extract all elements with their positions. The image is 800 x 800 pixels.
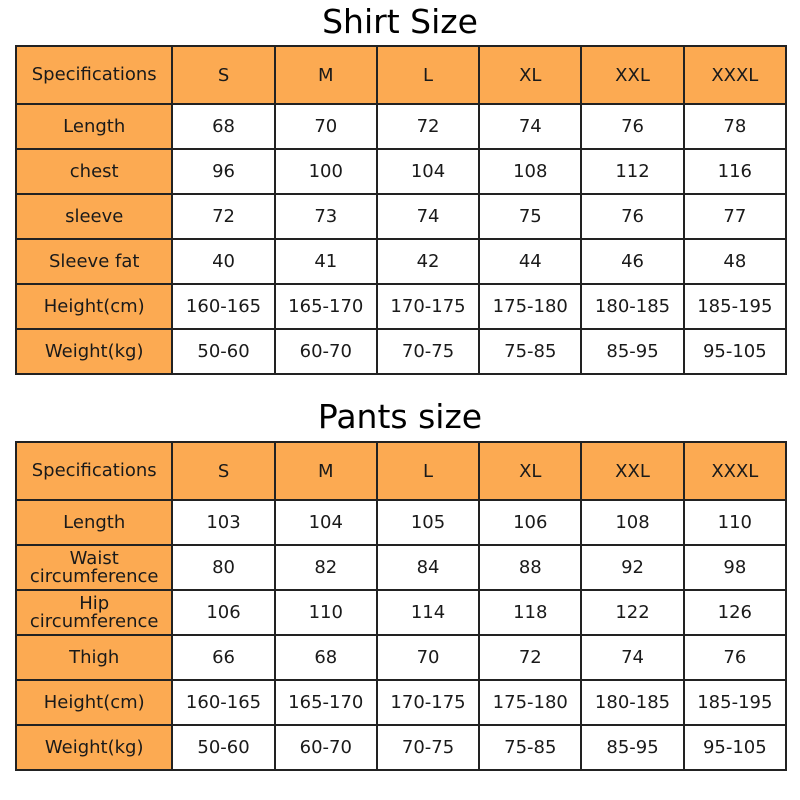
table-cell: 60-70	[275, 329, 377, 374]
table-cell: 76	[581, 104, 683, 149]
table-cell: 92	[581, 545, 683, 590]
shirt-size-table	[15, 45, 787, 375]
table-cell: 88	[479, 545, 581, 590]
table-cell: 185-195	[684, 284, 786, 329]
table-row	[16, 329, 786, 374]
table-cell: 48	[684, 239, 786, 284]
table-cell: 70-75	[377, 329, 479, 374]
table-cell: 108	[581, 500, 683, 545]
table-cell: 74	[581, 635, 683, 680]
size-header-l: L	[377, 442, 479, 500]
table-cell: 170-175	[377, 680, 479, 725]
table-row	[16, 284, 786, 329]
table-cell: 160-165	[172, 680, 274, 725]
size-header-m: M	[275, 442, 377, 500]
size-header-s: S	[172, 46, 274, 104]
table-cell: 85-95	[581, 329, 683, 374]
table-cell: 70	[377, 635, 479, 680]
row-label: Sleeve fat	[16, 239, 172, 284]
table-row	[16, 545, 786, 590]
table-cell: 98	[684, 545, 786, 590]
table-cell: 74	[377, 194, 479, 239]
table-cell: 60-70	[275, 725, 377, 770]
pants-table-body	[16, 442, 786, 770]
row-label: Length	[16, 500, 172, 545]
table-cell: 80	[172, 545, 274, 590]
table-cell: 160-165	[172, 284, 274, 329]
table-cell: 75	[479, 194, 581, 239]
size-header-xxxl: XXXL	[684, 46, 786, 104]
table-cell: 175-180	[479, 284, 581, 329]
size-header-xxl: XXL	[581, 46, 683, 104]
table-cell: 70	[275, 104, 377, 149]
table-cell: 100	[275, 149, 377, 194]
table-cell: 72	[377, 104, 479, 149]
table-cell: 77	[684, 194, 786, 239]
table-cell: 103	[172, 500, 274, 545]
table-cell: 75-85	[479, 725, 581, 770]
table-row	[16, 590, 786, 635]
table-cell: 112	[581, 149, 683, 194]
table-cell: 68	[275, 635, 377, 680]
table-cell: 180-185	[581, 284, 683, 329]
table-cell: 106	[172, 590, 274, 635]
table-cell: 104	[377, 149, 479, 194]
table-cell: 50-60	[172, 329, 274, 374]
table-cell: 68	[172, 104, 274, 149]
table-cell: 122	[581, 590, 683, 635]
table-cell: 96	[172, 149, 274, 194]
table-cell: 40	[172, 239, 274, 284]
row-label: Length	[16, 104, 172, 149]
table-row	[16, 194, 786, 239]
table-cell: 95-105	[684, 725, 786, 770]
table-cell: 74	[479, 104, 581, 149]
table-cell: 104	[275, 500, 377, 545]
table-cell: 114	[377, 590, 479, 635]
table-cell: 170-175	[377, 284, 479, 329]
row-label: sleeve	[16, 194, 172, 239]
pants-header-row	[16, 442, 786, 500]
table-row	[16, 149, 786, 194]
row-label: chest	[16, 149, 172, 194]
table-cell: 50-60	[172, 725, 274, 770]
table-row	[16, 725, 786, 770]
table-cell: 76	[581, 194, 683, 239]
table-cell: 165-170	[275, 680, 377, 725]
shirt-size-title: Shirt Size	[322, 2, 478, 41]
table-row	[16, 680, 786, 725]
table-cell: 110	[275, 590, 377, 635]
table-row	[16, 635, 786, 680]
table-cell: 75-85	[479, 329, 581, 374]
shirt-header-row	[16, 46, 786, 104]
table-cell: 185-195	[684, 680, 786, 725]
row-label: Hip circumference	[16, 590, 172, 635]
table-cell: 76	[684, 635, 786, 680]
row-label: Waist circumference	[16, 545, 172, 590]
table-cell: 116	[684, 149, 786, 194]
table-cell: 73	[275, 194, 377, 239]
row-label: Weight(kg)	[16, 329, 172, 374]
table-cell: 82	[275, 545, 377, 590]
table-cell: 175-180	[479, 680, 581, 725]
table-cell: 106	[479, 500, 581, 545]
table-cell: 42	[377, 239, 479, 284]
table-cell: 72	[479, 635, 581, 680]
table-cell: 84	[377, 545, 479, 590]
table-cell: 165-170	[275, 284, 377, 329]
pants-size-table	[15, 441, 787, 771]
table-row	[16, 500, 786, 545]
row-label: Thigh	[16, 635, 172, 680]
table-cell: 72	[172, 194, 274, 239]
size-header-l: L	[377, 46, 479, 104]
size-header-xxxl: XXXL	[684, 442, 786, 500]
row-label: Height(cm)	[16, 284, 172, 329]
size-header-xl: XL	[479, 46, 581, 104]
pants-size-title: Pants size	[317, 397, 483, 436]
specifications-header: Specifications	[16, 442, 172, 500]
table-cell: 95-105	[684, 329, 786, 374]
table-cell: 46	[581, 239, 683, 284]
table-cell: 118	[479, 590, 581, 635]
table-cell: 66	[172, 635, 274, 680]
table-cell: 108	[479, 149, 581, 194]
shirt-table-body	[16, 46, 786, 374]
row-label: Weight(kg)	[16, 725, 172, 770]
table-cell: 70-75	[377, 725, 479, 770]
table-cell: 126	[684, 590, 786, 635]
size-header-xl: XL	[479, 442, 581, 500]
table-cell: 44	[479, 239, 581, 284]
table-cell: 105	[377, 500, 479, 545]
size-header-xxl: XXL	[581, 442, 683, 500]
table-cell: 110	[684, 500, 786, 545]
table-cell: 180-185	[581, 680, 683, 725]
row-label: Height(cm)	[16, 680, 172, 725]
table-row	[16, 104, 786, 149]
table-cell: 78	[684, 104, 786, 149]
table-cell: 41	[275, 239, 377, 284]
table-cell: 85-95	[581, 725, 683, 770]
size-header-m: M	[275, 46, 377, 104]
size-header-s: S	[172, 442, 274, 500]
specifications-header: Specifications	[16, 46, 172, 104]
table-row	[16, 239, 786, 284]
